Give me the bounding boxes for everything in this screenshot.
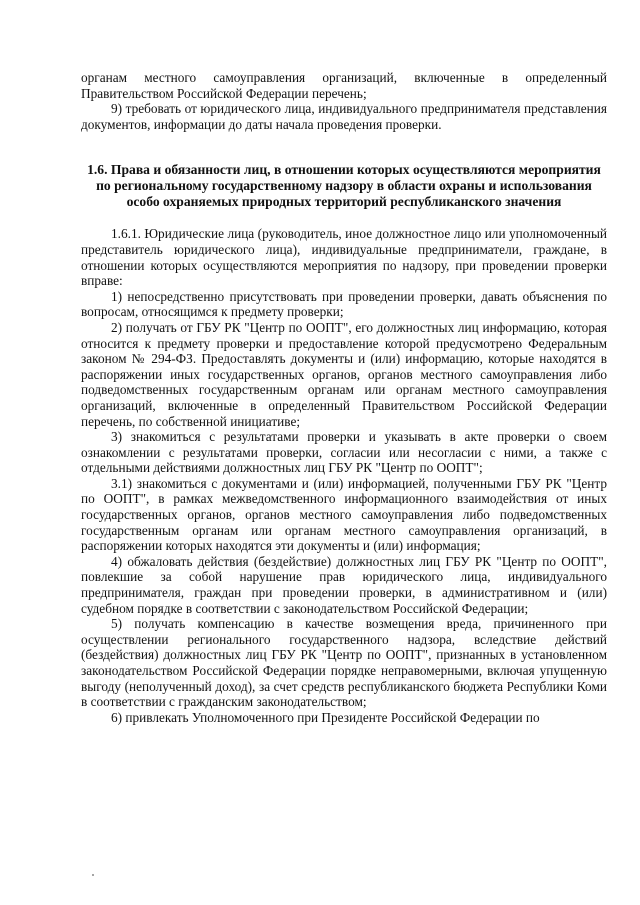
list-item-5: 5) получать компенсацию в качестве возмещения вреда, причиненного при осуществлении регионального государственного надзора, вследствие действий (бездействия) должностных лиц ГБУ РК "Центр по ООПТ", признанных в установленном законодательством Российской Федерации порядке неправомерными, включая упущенную выгоду (неполученный доход), за счет средств республиканского бюджета Республики Коми в соответствии с гражданским законодательством; xyxy=(81,616,607,710)
section-heading: 1.6. Права и обязанности лиц, в отношении которых осуществляются мероприятия по региональному государственному надзору в области охраны и использования особо охраняемых природных территорий республиканского значения xyxy=(87,162,601,210)
list-item-3: 3) знакомиться с результатами проверки и указывать в акте проверки о своем ознакомлении с результатами проверки, согласии или несогласии с ними, а также с отдельными действиями должностных лиц ГБУ РК "Центр по ООПТ"; xyxy=(81,429,607,476)
clause-1-6-1: 1.6.1. Юридические лица (руководитель, иное должностное лицо или уполномоченный представитель юридического лица), индивидуальные предприниматели, граждане, в отношении которых осуществляются мероприятия по надзору, при проведении проверки вправе: xyxy=(81,226,607,289)
list-item-4: 4) обжаловать действия (бездействие) должностных лиц ГБУ РК "Центр по ООПТ", повлекшие за собой нарушение прав юридического лица, индивидуального предпринимателя, граждан при проведении проверки, в административном и (или) судебном порядке в соответствии с законодательством Российской Федерации; xyxy=(81,553,607,616)
list-item-1: 1) непосредственно присутствовать при проведении проверки, давать объяснения по вопросам, относящимся к предмету проверки; xyxy=(81,288,607,320)
list-item-2: 2) получать от ГБУ РК "Центр по ООПТ", его должностных лиц информацию, которая относится к предмету проверки и предоставление которой предусмотрено Федеральным законом № 294-ФЗ. Предоставлять документы и (или) информацию, которые находятся в распоряжении иных государственных органов, органов местного самоуправления либо подведомственных государственным органам или органам местного самоуправления организаций, включенные в определенный Правительством Российской Федерации перечень, по собственной инициативе; xyxy=(81,319,607,429)
list-item-6: 6) привлекать Уполномоченного при Президенте Российской Федерации по xyxy=(111,709,540,725)
page-body xyxy=(81,70,607,725)
continuation-paragraph: органам местного самоуправления организаций, включенные в определенный Правительством Российской Федерации перечень; xyxy=(81,70,607,101)
spacer xyxy=(81,210,607,226)
scan-speck xyxy=(92,874,94,876)
spacer xyxy=(81,132,607,162)
list-item-3-1: 3.1) знакомиться с документами и (или) информацией, полученными ГБУ РК "Центр по ООПТ", в рамках межведомственного информационного взаимодействия от иных государственных органов, органов местного самоуправления либо подведомственных государственным органам или органам местного самоуправления организаций, в распоряжении которых находятся эти документы и (или) информация; xyxy=(81,475,607,554)
list-item-9: 9) требовать от юридического лица, индивидуального предпринимателя представления документов, информации до даты начала проведения проверки. xyxy=(81,101,607,132)
